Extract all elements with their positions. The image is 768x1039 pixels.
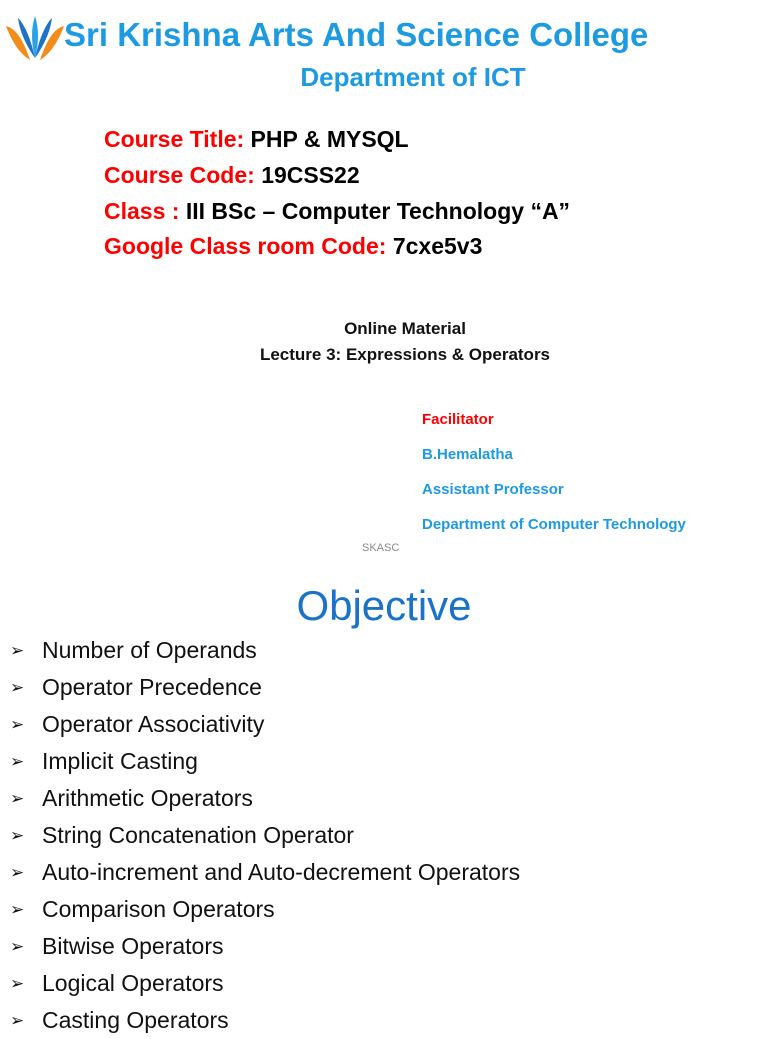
facilitator-designation: Assistant Professor [422,481,564,498]
list-item: ➢ Number of Operands [10,637,257,663]
arrow-bullet-icon: ➢ [10,1010,25,1030]
footer-tag: SKASC [362,542,400,554]
arrow-bullet-icon: ➢ [10,640,25,660]
objective-slide [0,576,768,1033]
arrow-bullet-icon: ➢ [10,788,25,808]
course-title-line [104,126,409,153]
facilitator-department: Department of Computer Technology [422,516,686,533]
arrow-bullet-icon: ➢ [10,825,25,845]
arrow-bullet-icon: ➢ [10,899,25,919]
online-material-title: Online Material [344,319,466,338]
course-title-value: PHP & MYSQL [250,126,409,152]
google-classroom-line [104,233,482,260]
google-classroom-code: 7cxe5v3 [392,233,483,259]
arrow-bullet-icon: ➢ [10,973,25,993]
class-value: III BSc – Computer Technology “A” [185,198,571,224]
lecture-title: Lecture 3: Expressions & Operators [259,345,551,364]
list-item: ➢ Comparison Operators [10,896,275,922]
list-item: ➢ Operator Precedence [10,674,262,700]
course-title-label: Course Title: [104,126,245,152]
list-item: ➢ Auto-increment and Auto-decrement Operators [10,859,521,885]
arrow-bullet-icon: ➢ [10,714,25,734]
course-code-value: 19CSS22 [261,162,360,188]
facilitator-label: Facilitator [422,411,494,428]
list-item: ➢ Implicit Casting [10,748,198,774]
department-title: Department of ICT [300,62,526,92]
google-classroom-label: Google Class room Code: [104,233,387,259]
list-item: ➢ Bitwise Operators [10,933,224,959]
arrow-bullet-icon: ➢ [10,677,25,697]
list-item: ➢ Logical Operators [10,970,224,996]
list-item: ➢ String Concatenation Operator [10,822,354,848]
college-logo-icon [4,14,66,64]
list-item: ➢ Arithmetic Operators [10,785,253,811]
objective-title: Objective [296,582,472,629]
arrow-bullet-icon: ➢ [10,862,25,882]
college-name: Sri Krishna Arts And Science College [64,16,649,53]
list-item: ➢ Operator Associativity [10,711,265,737]
list-item: ➢ Casting Operators [10,1007,229,1033]
arrow-bullet-icon: ➢ [10,936,25,956]
class-label: Class : [104,198,180,224]
objective-list [10,632,520,1039]
course-code-line [104,162,360,189]
arrow-bullet-icon: ➢ [10,751,25,771]
course-code-label: Course Code: [104,162,255,188]
class-line [104,198,570,225]
facilitator-name: B.Hemalatha [422,446,513,463]
